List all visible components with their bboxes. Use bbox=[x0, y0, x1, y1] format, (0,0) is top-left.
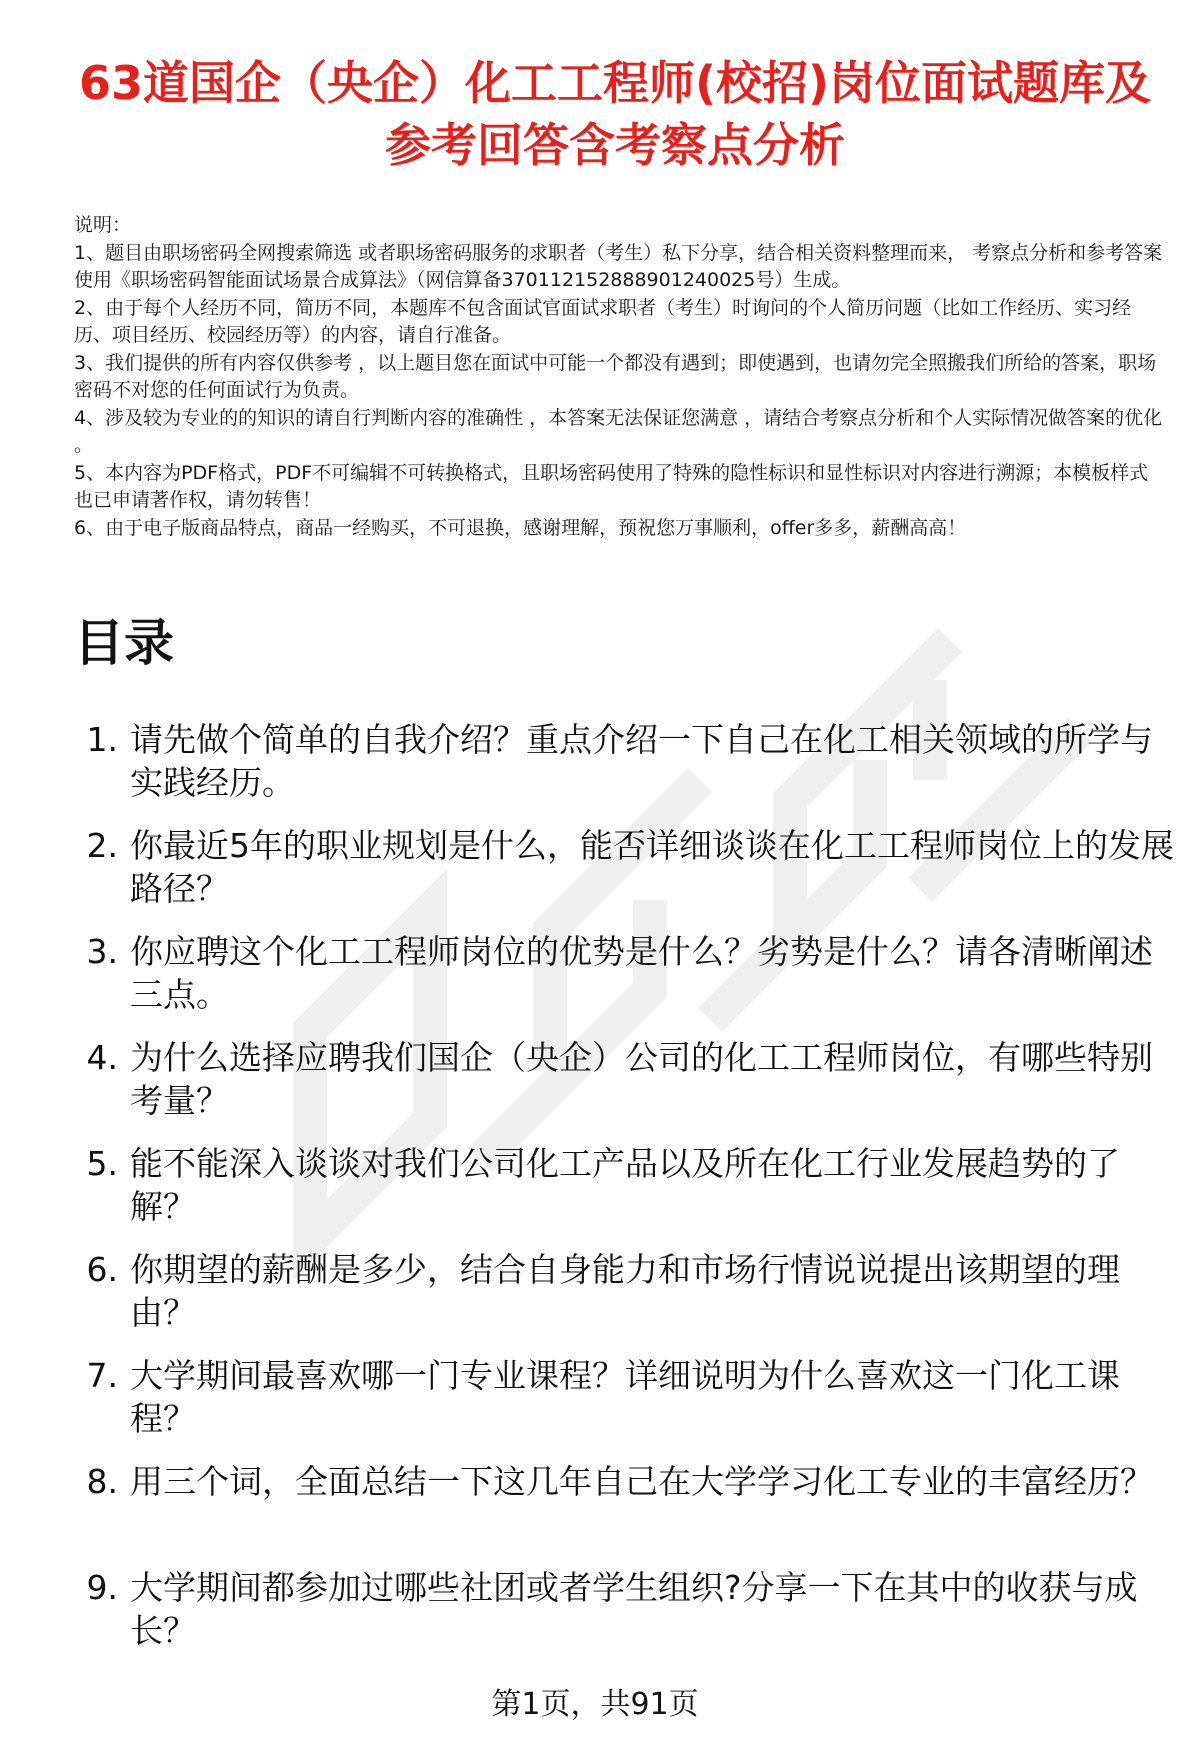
toc-item-number: 1. bbox=[86, 720, 118, 759]
toc-item[interactable] bbox=[74, 1460, 1174, 1566]
toc-item-number: 7. bbox=[86, 1356, 118, 1395]
note-item-5: 5、本内容为PDF格式，PDF不可编辑不可转换格式，且职场密码使用了特殊的隐性标识和显性标识对内容进行溯源；本模板样式也已申请著作权，请勿转售！ bbox=[74, 461, 1149, 511]
note-item-4: 4、涉及较为专业的的知识的请自行判断内容的准确性 ，本答案无法保证您满意 ，请结合考察点分析和个人实际情况做答案的优化 。 bbox=[74, 406, 1163, 456]
notes-section bbox=[74, 212, 1164, 542]
toc-item-number: 3. bbox=[86, 932, 118, 971]
note-item-6: 6、由于电子版商品特点，商品一经购买，不可退换，感谢理解，预祝您万事顺利，offer多多，薪酬高高！ bbox=[74, 516, 967, 539]
toc-item-text: 你应聘这个化工工程师岗位的优势是什么？劣势是什么？请各清晰阐述三点。 bbox=[130, 932, 1153, 1014]
toc-item[interactable] bbox=[74, 930, 1174, 1036]
toc-list bbox=[74, 718, 1174, 1672]
toc-item-number: 8. bbox=[86, 1462, 118, 1501]
toc-item-number: 5. bbox=[86, 1144, 118, 1183]
toc-item-text: 大学期间都参加过哪些社团或者学生组织?分享一下在其中的收获与成长？ bbox=[130, 1568, 1138, 1650]
toc-item-number: 4. bbox=[86, 1038, 118, 1077]
toc-item-number: 2. bbox=[86, 826, 118, 865]
note-item-2: 2、由于每个人经历不同，简历不同，本题库不包含面试官面试求职者（考生）时询问的个人简历问题（比如工作经历、实习经历、项目经历、校园经历等）的内容，请自行准备。 bbox=[74, 296, 1132, 346]
page-number: 第1页，共91页 bbox=[491, 1687, 699, 1722]
toc-heading: 目录 bbox=[74, 614, 174, 672]
toc-item[interactable] bbox=[74, 1566, 1174, 1672]
notes-label: 说明： bbox=[74, 214, 132, 236]
toc-item-text: 用三个词，全面总结一下这几年自己在大学学习化工专业的丰富经历？ bbox=[130, 1462, 1153, 1501]
toc-item-number: 9. bbox=[86, 1568, 118, 1607]
toc-item-text: 为什么选择应聘我们国企（央企）公司的化工工程师岗位，有哪些特别考量？ bbox=[130, 1038, 1153, 1120]
toc-item[interactable] bbox=[74, 1142, 1174, 1248]
toc-item-text: 你最近5年的职业规划是什么，能否详细谈谈在化工工程师岗位上的发展路径？ bbox=[130, 826, 1174, 908]
note-item-1: 1、题目由职场密码全网搜索筛选 或者职场密码服务的求职者（考生）私下分享，结合相关资料整理而来， 考察点分析和参考答案使用《职场密码智能面试场景合成算法》（网信算备370112152888901240025号）生成。 bbox=[74, 241, 1163, 291]
toc-item[interactable] bbox=[74, 1248, 1174, 1354]
toc-item[interactable] bbox=[74, 1354, 1174, 1460]
note-item-3: 3、我们提供的所有内容仅供参考 ，以上题目您在面试中可能一个都没有遇到；即使遇到，也请勿完全照搬我们所给的答案，职场密码不对您的任何面试行为负责。 bbox=[74, 351, 1157, 401]
toc-item-text: 请先做个简单的自我介绍？重点介绍一下自己在化工相关领域的所学与实践经历。 bbox=[130, 720, 1153, 802]
toc-item-number: 6. bbox=[86, 1250, 118, 1289]
toc-item[interactable] bbox=[74, 1036, 1174, 1142]
toc-item-text: 大学期间最喜欢哪一门专业课程？详细说明为什么喜欢这一门化工课程？ bbox=[130, 1356, 1120, 1438]
toc-item-text: 你期望的薪酬是多少，结合自身能力和市场行情说说提出该期望的理由？ bbox=[130, 1250, 1120, 1332]
toc-item[interactable] bbox=[74, 718, 1174, 824]
toc-item-text: 能不能深入谈谈对我们公司化工产品以及所在化工行业发展趋势的了解？ bbox=[130, 1144, 1120, 1226]
toc-item[interactable] bbox=[74, 824, 1174, 930]
document-title: 63道国企（央企）化工工程师(校招)岗位面试题库及参考回答含考察点分析 bbox=[78, 56, 1152, 172]
